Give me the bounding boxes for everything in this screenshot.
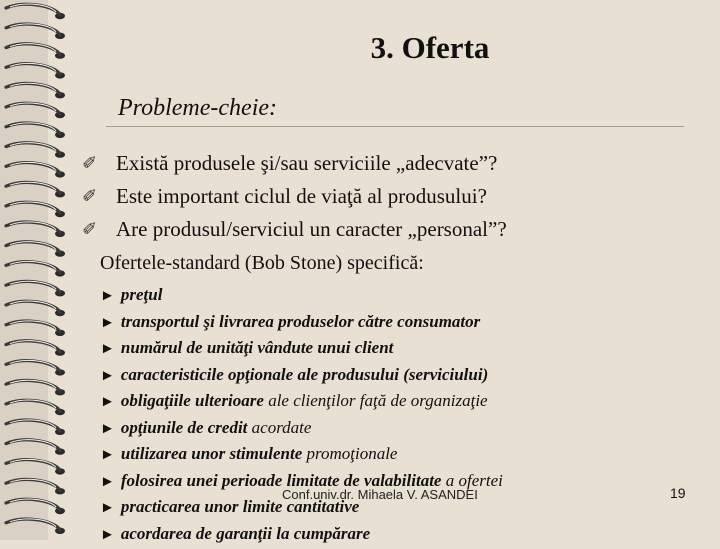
triangle-right-icon: ► (100, 447, 115, 463)
feature-bold: practicarea unor limite cantitative (121, 497, 359, 516)
list-item (100, 311, 503, 338)
list-item (100, 337, 503, 364)
feature-rest: a ofertei (441, 471, 502, 490)
list-item (82, 180, 507, 213)
feature-bold: folosirea unei perioade limitate de valabilitate (121, 471, 442, 490)
triangle-right-icon: ► (100, 421, 115, 437)
question-text: Există produsele şi/sau serviciile „adecvate”? (116, 151, 497, 176)
feature-bold: preţul (121, 285, 163, 304)
question-list (82, 147, 507, 246)
section-subtitle: Probleme-cheie: (118, 95, 277, 122)
triangle-right-icon: ► (100, 315, 115, 331)
footer-author: Conf.univ.dr. Mihaela V. ASANDEI (282, 487, 478, 502)
feature-list (100, 284, 503, 549)
list-item (100, 523, 503, 549)
pen-nib-icon: ✐ (82, 153, 116, 174)
feature-bold: numărul de unităţi vândute unui client (121, 338, 394, 357)
page-title: 3. Oferta (300, 30, 560, 70)
feature-bold: caracteristicile opţionale ale produsului (serviciului) (121, 365, 488, 384)
list-item (82, 147, 507, 180)
list-item (100, 364, 503, 391)
pen-nib-icon: ✐ (82, 219, 116, 240)
triangle-right-icon: ► (100, 500, 115, 516)
question-text: Are produsul/serviciul un caracter „personal”? (116, 217, 507, 242)
list-item (100, 284, 503, 311)
triangle-right-icon: ► (100, 288, 115, 304)
standard-offers-heading: Ofertele-standard (Bob Stone) specifică: (100, 252, 424, 275)
list-item (100, 390, 503, 417)
divider (106, 126, 684, 127)
spiral-binding (0, 0, 82, 540)
feature-bold: opţiunile de credit (121, 418, 248, 437)
list-item (100, 417, 503, 444)
page-number: 19 (670, 485, 686, 501)
feature-rest: acordate (247, 418, 311, 437)
feature-bold: obligaţiile ulterioare (121, 391, 264, 410)
feature-bold: acordarea de garanţii la cumpărare (121, 524, 370, 543)
triangle-right-icon: ► (100, 368, 115, 384)
triangle-right-icon: ► (100, 527, 115, 543)
triangle-right-icon: ► (100, 474, 115, 490)
triangle-right-icon: ► (100, 341, 115, 357)
feature-bold: utilizarea unor stimulente (121, 444, 302, 463)
triangle-right-icon: ► (100, 394, 115, 410)
list-item (82, 213, 507, 246)
list-item (100, 443, 503, 470)
feature-rest: promoţionale (302, 444, 397, 463)
feature-rest: ale clienţilor faţă de organizaţie (264, 391, 488, 410)
feature-bold: transportul şi livrarea produselor către consumator (121, 312, 480, 331)
pen-nib-icon: ✐ (82, 186, 116, 207)
question-text: Este important ciclul de viaţă al produsului? (116, 184, 487, 209)
